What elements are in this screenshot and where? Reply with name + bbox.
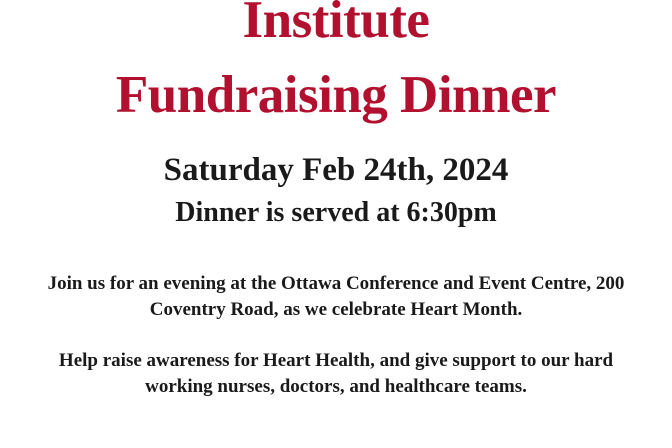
poster-paragraph-2: Help raise awareness for Heart Health, and give support to our hard working nurses, doctors, and healthcare teams.: [58, 349, 614, 397]
poster-body: [30, 271, 642, 399]
poster-title-line-1: Institute: [242, 0, 430, 49]
event-time: Dinner is served at 6:30pm: [175, 196, 497, 228]
poster-paragraph-1: Join us for an evening at the Ottawa Conference and Event Centre, 200 Coventry Road, as we celebrate Heart Month.: [47, 273, 625, 320]
event-date: Saturday Feb 24th, 2024: [163, 152, 509, 188]
poster-title-line-2: Fundraising Dinner: [115, 66, 557, 124]
